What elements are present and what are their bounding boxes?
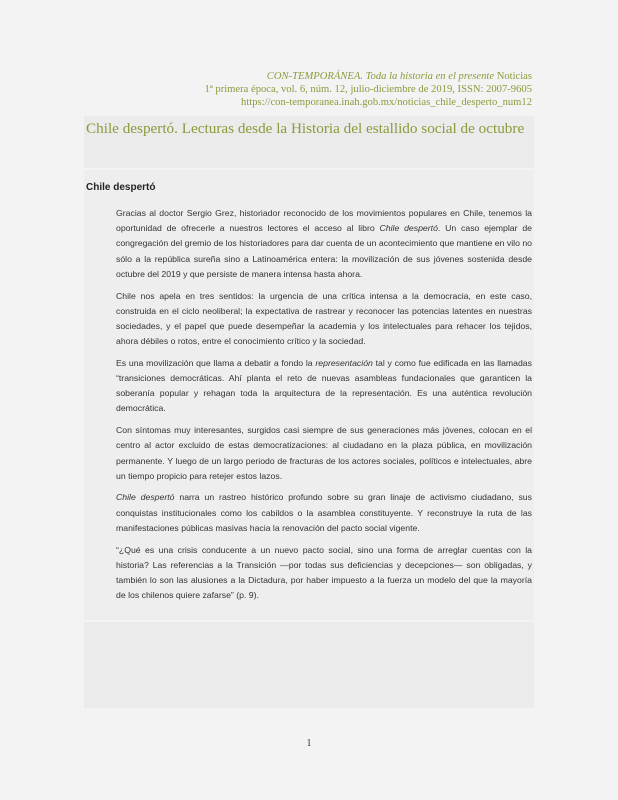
journal-line — [205, 70, 532, 83]
book-title-italic: Chile despertó — [116, 492, 175, 503]
journal-url: https://con-temporanea.inah.gob.mx/noticias_chile_desperto_num12 — [241, 97, 532, 108]
paragraph-3 — [116, 356, 532, 417]
article-subheading: Chile despertó — [86, 182, 156, 193]
paragraph-3-text-a: Es una movilización que llama a debatir a fondo la — [116, 357, 316, 368]
journal-issue: 1ª primera época, vol. 6, núm. 12, julio-diciembre de 2019, ISSN: 2007-9605 — [204, 84, 532, 95]
paragraph-2: Chile nos apela en tres sentidos: la urgencia de una crítica intensa a la democracia, en este caso, construida en el ciclo neoliberal; la expectativa de rastrear y reconocer las potencias latentes en nuestras sociedades, y el papel que puede desempeñar la academia y los intelectuales para rehacer los tejidos, ahora débiles o rotos, entre el conocimiento crítico y la sociedad. — [116, 290, 532, 347]
paragraph-1-text-a: Gracias al doctor Sergio Grez, historiador reconocido de los movimientos populares en Chile, tenemos la oportunidad de ofrecerle a nuestros lectores el acceso al libro — [116, 208, 532, 234]
journal-name: CON-TEMPORÁNEA. Toda la historia en el presente — [266, 71, 495, 82]
article-title: Chile despertó. Lecturas desde la Historia del estallido social de octubre — [86, 120, 525, 137]
paragraph-6-quote: “¿Qué es una crisis conducente a un nuevo pacto social, sino una forma de arreglar cuentas con la historia? Las referencias a la Transición —por todas sus deficiencias y decepciones— son obligadas, y también lo son las alusiones a la Dictadura, por haber impuesto a la fuerza un modelo del que la mayoría de los chilenos quiere zafarse” (p. 9). — [116, 544, 532, 601]
page-number: 1 — [306, 738, 312, 749]
paragraph-5 — [116, 490, 532, 536]
paragraph-1 — [116, 206, 532, 282]
paragraph-5-text-b: narra un rastreo histórico profundo sobre su gran linaje de activismo ciudadano, sus conquistas institucionales como los cabildos o la asamblea constituyente. Y reconstruye la ruta de las manifestaciones públicas masivas hacia la renovación del pacto social vigente. — [116, 492, 532, 533]
journal-section: Noticias — [496, 71, 532, 82]
representation-italic: representación — [315, 357, 373, 368]
footer-panel — [84, 622, 534, 708]
paragraph-4: Con síntomas muy interesantes, surgidos casi siempre de sus generaciones más jóvenes, colocan en el centro al actor excluido de estas democratizaciones: al ciudadano en la plaza pública, en movilización permanente. Y luego de un largo periodo de fracturas de los actores sociales, políticos e intelectuales, abre un tiempo propicio para retejer estos lazos. — [116, 425, 532, 481]
book-title-italic: Chile despertó — [379, 223, 438, 234]
journal-header — [205, 70, 532, 109]
article-body — [116, 206, 532, 610]
paragraph-1-text-b: . Un caso ejemplar de congregación del gremio de los historiadores para dar cuenta de un acontecimiento que mantiene en vilo no sólo a la república sureña sino a Latinoamérica entera: la movilización de sus jóvenes sostenida desde octubre del 2019 y que persiste de manera intensa hasta ahora. — [116, 223, 532, 279]
paragraph-3-text-b: tal y como fue edificada en las llamadas “transiciones democráticas. Ahí planta el reto de nuevas asambleas fundacionales que garanticen la soberanía popular y rehagan toda la arquitectura de la representación. Es una auténtica revolución democrática. — [116, 357, 532, 414]
